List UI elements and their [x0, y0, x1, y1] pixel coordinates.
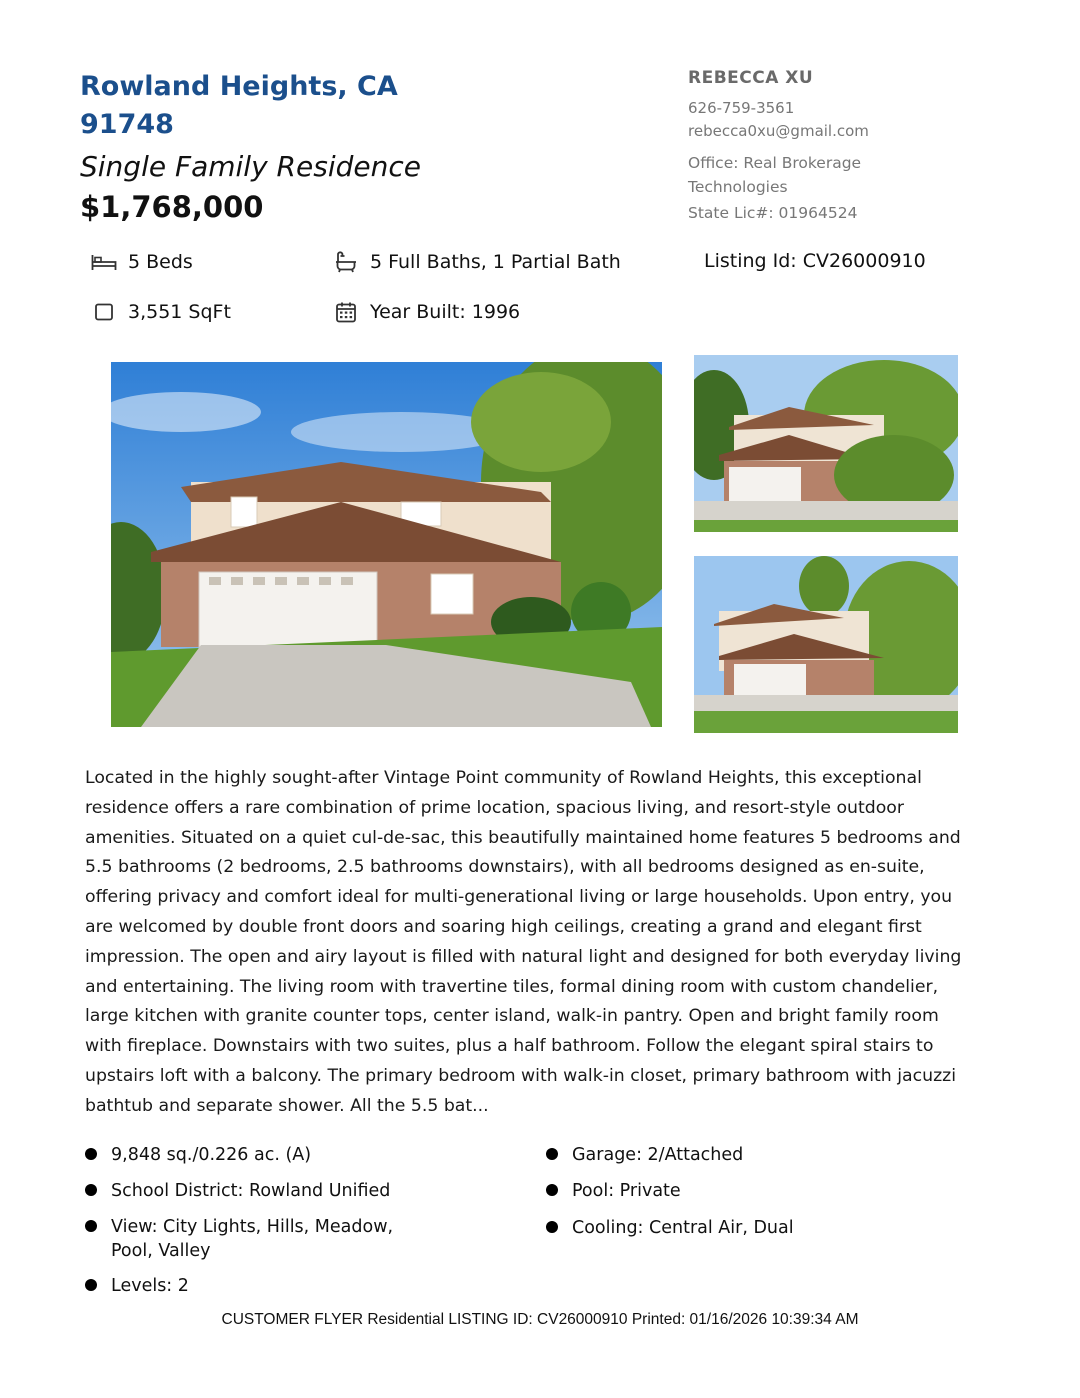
feature-item — [572, 1216, 932, 1240]
agent-card — [688, 68, 1008, 222]
beds-label: 5 Beds — [128, 251, 193, 273]
feature-text: View: City Lights, Hills, Meadow, Pool, Valley — [111, 1217, 394, 1261]
fact-baths — [333, 250, 621, 274]
bed-icon — [91, 250, 117, 274]
city-line: Rowland Heights, CA — [80, 71, 398, 102]
side-photo-2 — [694, 556, 958, 733]
feature-item — [111, 1143, 431, 1167]
feature-text: Levels: 2 — [111, 1276, 189, 1296]
main-house-photo — [111, 362, 662, 727]
fact-year-built — [333, 300, 520, 324]
bullet-icon — [85, 1220, 97, 1232]
zip-code: 91748 — [80, 109, 174, 140]
agent-email: rebecca0xu@gmail.com — [688, 122, 869, 140]
year-built-label: Year Built: 1996 — [370, 301, 521, 323]
bathtub-icon — [333, 250, 359, 274]
feature-text: 9,848 sq./0.226 ac. (A) — [111, 1145, 312, 1165]
bullet-icon — [85, 1148, 97, 1160]
feature-item — [572, 1179, 932, 1203]
fact-sqft — [91, 300, 231, 324]
sqft-label: 3,551 SqFt — [128, 301, 231, 323]
feature-text: Garage: 2/Attached — [572, 1145, 744, 1165]
bullet-icon — [85, 1184, 97, 1196]
bullet-icon — [546, 1148, 558, 1160]
property-type: Single Family Residence — [80, 150, 421, 183]
feature-item — [111, 1274, 431, 1298]
property-description: Located in the highly sought-after Vintage Point community of Rowland Heights, this exceptional residence offers a rare combination of prime location, spacious living, and resort-style outdoor amenities. Situated on a quiet cul-de-sac, this beautifully maintained home features 5 bedrooms and 5.5 bathrooms (2 bedrooms, 2.5 bathrooms downstairs), with all bedrooms designed as en-suite, offering privacy and comfort ideal for multi-generational living or large households. Upon entry, you are welcomed by double front doors and soaring high ceilings, creating a grand and elegant first impression. The open and airy layout is filled with natural light and designed for both everyday living and entertaining. The living room with travertine tiles, formal dining room with custom chandelier, large kitchen with granite counter tops, center island, walk-in pantry. Open and bright family room with fireplace. Downstairs with two suites, plus a half bathroom. Follow the elegant spiral stairs to upstairs loft with a balcony. The primary bedroom with walk-in closet, primary bathroom with jacuzzi bathtub and separate shower. All the 5.5 bat... — [85, 768, 962, 1116]
side-photo-1 — [694, 355, 958, 532]
agent-office — [688, 151, 1008, 199]
bullet-icon — [85, 1279, 97, 1291]
baths-label: 5 Full Baths, 1 Partial Bath — [370, 251, 621, 273]
agent-license: State Lic#: 01964524 — [688, 204, 858, 222]
feature-item — [111, 1215, 431, 1263]
feature-text: Pool: Private — [572, 1181, 681, 1201]
flyer-footer: CUSTOMER FLYER Residential LISTING ID: CV26000910 Printed: 01/16/2026 10:39:34 AM — [221, 1311, 859, 1328]
agent-office-line2: Technologies — [688, 178, 788, 196]
feature-text: Cooling: Central Air, Dual — [572, 1218, 794, 1238]
agent-office-line1: Office: Real Brokerage — [688, 154, 862, 172]
listing-id-label: Listing Id: CV26000910 — [704, 250, 926, 272]
agent-phone: 626-759-3561 — [688, 99, 795, 117]
calendar-icon — [333, 300, 359, 324]
feature-item — [572, 1143, 932, 1167]
fact-listing-id — [704, 250, 926, 272]
feature-item — [111, 1179, 431, 1203]
square-icon — [91, 300, 117, 324]
listing-price: $1,768,000 — [80, 190, 264, 224]
bullet-icon — [546, 1184, 558, 1196]
bullet-icon — [546, 1221, 558, 1233]
feature-text: School District: Rowland Unified — [111, 1181, 391, 1201]
listing-address — [80, 68, 500, 144]
fact-beds — [91, 250, 193, 274]
agent-name: REBECCA XU — [688, 68, 814, 88]
